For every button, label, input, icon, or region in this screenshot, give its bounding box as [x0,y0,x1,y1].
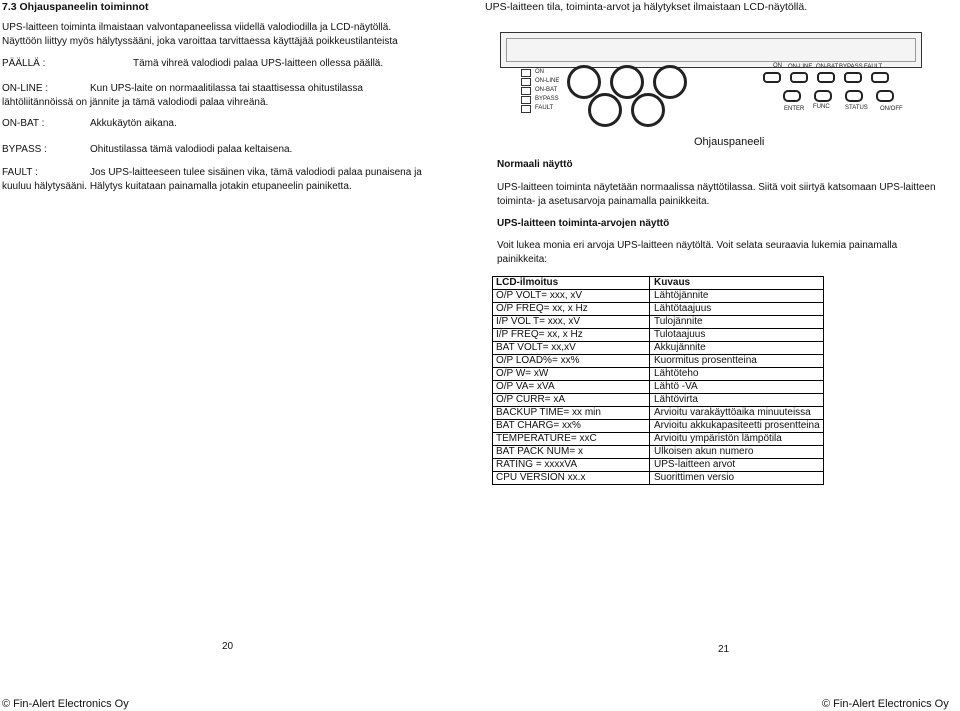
term-paalla: PÄÄLLÄ : [2,58,46,69]
button-label-func: FUNC [813,104,830,110]
term-bypass: BYPASS : [2,144,47,155]
led-label-online: ON-LINE [535,78,560,84]
table-row [493,394,824,407]
table-row [493,433,824,446]
table-row [493,420,824,433]
button-label-status: STATUS [845,105,868,111]
onoff-button[interactable] [876,90,894,102]
led-bypass-icon [521,96,531,104]
footer-left: © Fin-Alert Electronics Oy [2,698,129,710]
led-description-list [2,58,422,198]
item-online [2,82,422,110]
knob-1-icon [567,65,601,99]
button-label-enter: ENTER [784,106,805,112]
top-label-bypass: BYPASS [839,64,863,70]
desc-cell: Tulotaajuus [650,329,824,342]
led-label-fault: FAULT [535,105,554,111]
func-button[interactable] [814,90,832,102]
desc-cell: Lähtötaajuus [650,303,824,316]
lcd-cell: BAT VOLT= xx,xV [493,342,650,355]
normal-display-text: UPS-laitteen toiminta näytetään normaalissa näyttötilassa. Siitä voit siirtyä katsomaan UPS-laitteen toiminta- ja asetusarvoja painamalla painikkeita. [497,182,936,207]
led-on-icon [521,69,531,77]
desc-cell: Kuormitus prosentteina [650,355,824,368]
led-label-on: ON [535,69,544,75]
led-online-icon [521,78,531,86]
table-row [493,446,824,459]
table-row [493,290,824,303]
lcd-display [500,32,922,68]
knob-3-icon [653,65,687,99]
lcd-cell: BAT PACK NUM= x [493,446,650,459]
desc-onbat: Akkukäytön aikana. [90,118,177,129]
desc-cell: Arvioitu akkukapasiteetti prosentteina [650,420,824,433]
term-online: ON-LINE : [2,83,49,94]
knob-5-icon [631,93,665,127]
lcd-cell: O/P CURR= xA [493,394,650,407]
knob-4-icon [588,93,622,127]
indicator-online-icon [790,72,808,83]
table-row [493,316,824,329]
table-row [493,355,824,368]
lcd-cell: O/P LOAD%= xx% [493,355,650,368]
lcd-cell: O/P VOLT= xxx, xV [493,290,650,303]
top-label-on: ON [773,63,782,69]
page-heading: 7.3 Ohjauspaneelin toiminnot [2,1,149,13]
table-row [493,329,824,342]
term-onbat: ON-BAT : [2,118,45,129]
right-header: UPS-laitteen tila, toiminta-arvot ja hälytykset ilmaistaan LCD-näytöllä. [485,1,808,13]
desc-cell: Lähtöteho [650,368,824,381]
page-number-right: 21 [718,644,730,655]
panel-caption: Ohjauspaneeli [694,136,765,148]
lcd-cell: O/P VA= xVA [493,381,650,394]
table-row [493,459,824,472]
table-header-row [493,277,824,290]
lcd-cell: TEMPERATURE= xxC [493,433,650,446]
indicator-onbat-icon [817,72,835,83]
desc-cell: Ulkoisen akun numero [650,446,824,459]
top-label-onbat: ON-BAT [816,64,839,70]
column-header-lcd: LCD-ilmoitus [493,277,650,290]
led-label-bypass: BYPASS [535,96,559,102]
values-heading: UPS-laitteen toiminta-arvojen näyttö [497,218,670,229]
normal-display-heading: Normaali näyttö [497,159,573,170]
lcd-cell: I/P VOL T= xxx, xV [493,316,650,329]
lcd-cell: BAT CHARG= xx% [493,420,650,433]
status-button[interactable] [845,90,863,102]
footer-right: © Fin-Alert Electronics Oy [822,698,949,710]
desc-cell: Tulojännite [650,316,824,329]
lcd-cell: I/P FREQ= xx, x Hz [493,329,650,342]
top-label-online: ON-LINE [788,64,813,70]
lcd-message-table [492,276,824,485]
table-row [493,381,824,394]
desc-cell: UPS-laitteen arvot [650,459,824,472]
indicator-bypass-icon [844,72,862,83]
table-row [493,472,824,485]
led-label-onbat: ON-BAT [535,87,558,93]
lcd-cell: O/P FREQ= xx, x Hz [493,303,650,316]
lcd-cell: O/P W= xW [493,368,650,381]
knob-2-icon [610,65,644,99]
table-row [493,407,824,420]
led-fault-icon [521,105,531,113]
desc-cell: Lähtöjännite [650,290,824,303]
page-number-left: 20 [222,641,234,652]
desc-bypass: Ohitustilassa tämä valodiodi palaa keltaisena. [90,144,293,155]
top-label-fault: FAULT [864,64,883,70]
table-row [493,303,824,316]
indicator-on-icon [763,72,781,83]
enter-button[interactable] [783,90,801,102]
control-panel-illustration [493,20,933,120]
desc-cell: Akkujännite [650,342,824,355]
desc-cell: Arvioitu ympäristön lämpötila [650,433,824,446]
item-fault [2,166,422,194]
table-row [493,342,824,355]
lcd-cell: BACKUP TIME= xx min [493,407,650,420]
lcd-cell: RATING = xxxxVA [493,459,650,472]
desc-cell: Arvioitu varakäyttöaika minuuteissa [650,407,824,420]
button-label-onoff: ON/OFF [880,106,903,112]
values-text: Voit lukea monia eri arvoja UPS-laitteen näytöltä. Voit selata seuraavia lukemia painamalla painikkeita: [497,240,898,265]
desc-cell: Lähtö -VA [650,381,824,394]
desc-cell: Suorittimen versio [650,472,824,485]
term-fault: FAULT : [2,167,38,178]
lcd-cell: CPU VERSION xx.x [493,472,650,485]
indicator-fault-icon [871,72,889,83]
desc-fault: Jos UPS-laitteeseen tulee sisäinen vika, tämä valodiodi palaa punaisena ja kuuluu hälytysääni. Hälytys kuitataan painamalla jotakin etupaneelin painiketta. [2,167,422,192]
table-row [493,368,824,381]
desc-paalla: Tämä vihreä valodiodi palaa UPS-laitteen ollessa päällä. [133,58,384,69]
column-header-kuvaus: Kuvaus [650,277,824,290]
led-onbat-icon [521,87,531,95]
desc-online: Kun UPS-laite on normaalitilassa tai staattisessa ohitustilassa lähtöliitännöissä on jännite ja tämä valodiodi palaa vihreänä. [2,83,363,108]
desc-cell: Lähtövirta [650,394,824,407]
intro-paragraph: UPS-laitteen toiminta ilmaistaan valvontapaneelissa viidellä valodiodilla ja LCD-näytöllä. Näyttöön liittyy myös hälytyssääni, joka varoittaa tarvittaessa käyttäjää poikkeustilanteista [2,22,398,47]
